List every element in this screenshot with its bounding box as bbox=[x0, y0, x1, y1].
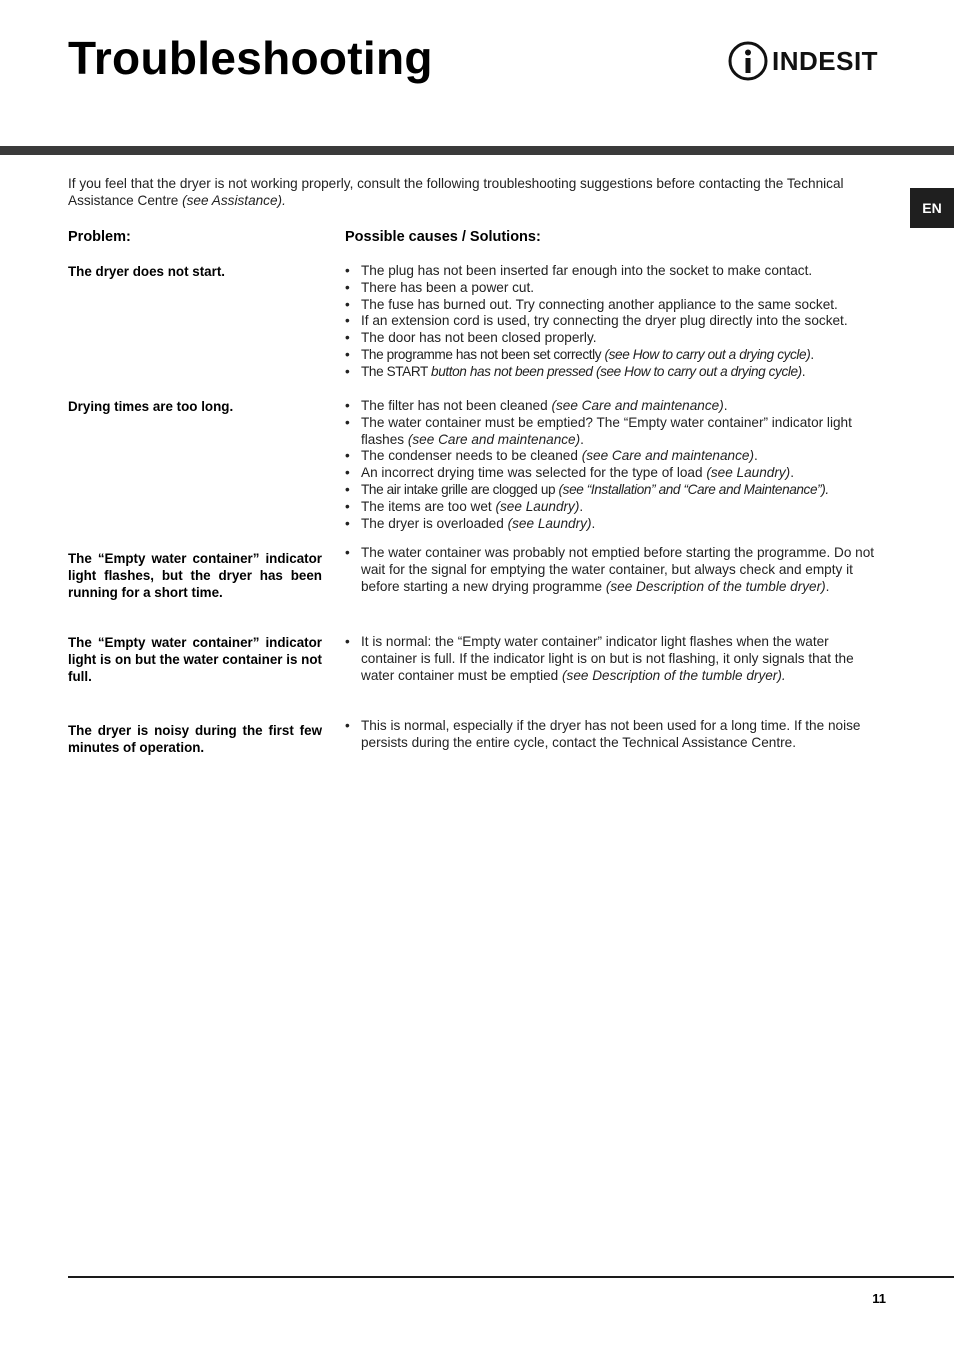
intro-text: If you feel that the dryer is not working properly, consult the following troubleshooting suggestions before contacting the Technical Assistance Centre bbox=[68, 176, 844, 208]
solutions-light-flashes-short-time bbox=[345, 545, 880, 595]
solutions-column-header: Possible causes / Solutions: bbox=[345, 229, 541, 245]
solution-item: • The programme has not been set correctly (see How to carry out a drying cycle). bbox=[345, 347, 880, 364]
solution-item: • The water container was probably not emptied before starting the programme. Do not wait for the signal for emptying the water container, but always check and empty it before starting a new drying programme (see Description of the tumble dryer). bbox=[345, 545, 880, 595]
solutions-dryer-not-start bbox=[345, 263, 880, 381]
problem-dryer-noisy: The dryer is noisy during the first few minutes of operation. bbox=[68, 723, 322, 755]
brand-logo bbox=[727, 40, 887, 82]
solution-item: • The air intake grille are clogged up (see “Installation” and “Care and Maintenance”). bbox=[345, 482, 880, 499]
page-number: 11 bbox=[872, 1291, 886, 1306]
solution-item: • There has been a power cut. bbox=[345, 280, 880, 297]
solution-item: • This is normal, especially if the dryer has not been used for a long time. If the noise persists during the entire cycle, contact the Technical Assistance Centre. bbox=[345, 718, 880, 752]
solution-item: • The items are too wet (see Laundry). bbox=[345, 499, 880, 516]
solution-item: • The dryer is overloaded (see Laundry). bbox=[345, 516, 880, 533]
brand-wordmark: INDESIT bbox=[772, 46, 879, 76]
footer-divider bbox=[68, 1276, 954, 1278]
indesit-logo-icon bbox=[727, 40, 769, 82]
solution-item: • The water container must be emptied? The “Empty water container” indicator light flashes (see Care and maintenance). bbox=[345, 415, 880, 449]
solutions-dryer-noisy bbox=[345, 718, 880, 752]
solution-item: • The fuse has burned out. Try connecting another appliance to the same socket. bbox=[345, 297, 880, 314]
problem-drying-too-long: Drying times are too long. bbox=[68, 399, 234, 414]
header-divider-bar bbox=[0, 146, 954, 155]
page-title: Troubleshooting bbox=[68, 32, 433, 84]
intro-reference: (see Assistance). bbox=[182, 193, 286, 208]
solution-item: • The START button has not been pressed (see How to carry out a drying cycle). bbox=[345, 364, 880, 381]
problem-light-on-not-full: The “Empty water container” indicator light is on but the water container is not full. bbox=[68, 635, 322, 684]
solutions-light-on-not-full bbox=[345, 634, 880, 684]
solution-item: • It is normal: the “Empty water container” indicator light flashes when the water container is full. If the indicator light is on but is not flashing, it only signals that the water container must be emptied (see Description of the tumble dryer). bbox=[345, 634, 880, 684]
solution-item: • An incorrect drying time was selected for the type of load (see Laundry). bbox=[345, 465, 880, 482]
solution-item: • The condenser needs to be cleaned (see Care and maintenance). bbox=[345, 448, 880, 465]
intro-paragraph bbox=[68, 175, 888, 209]
problem-column-header: Problem: bbox=[68, 229, 131, 245]
solution-item: • The door has not been closed properly. bbox=[345, 330, 880, 347]
solution-item: • If an extension cord is used, try connecting the dryer plug directly into the socket. bbox=[345, 313, 880, 330]
problem-dryer-not-start: The dryer does not start. bbox=[68, 264, 226, 279]
language-tab[interactable]: EN bbox=[910, 188, 954, 228]
problem-light-flashes-short-time: The “Empty water container” indicator light flashes, but the dryer has been running for a short time. bbox=[68, 551, 322, 600]
solution-item: • The plug has not been inserted far enough into the socket to make contact. bbox=[345, 263, 880, 280]
solutions-drying-too-long bbox=[345, 398, 880, 532]
solution-item: • The filter has not been cleaned (see Care and maintenance). bbox=[345, 398, 880, 415]
